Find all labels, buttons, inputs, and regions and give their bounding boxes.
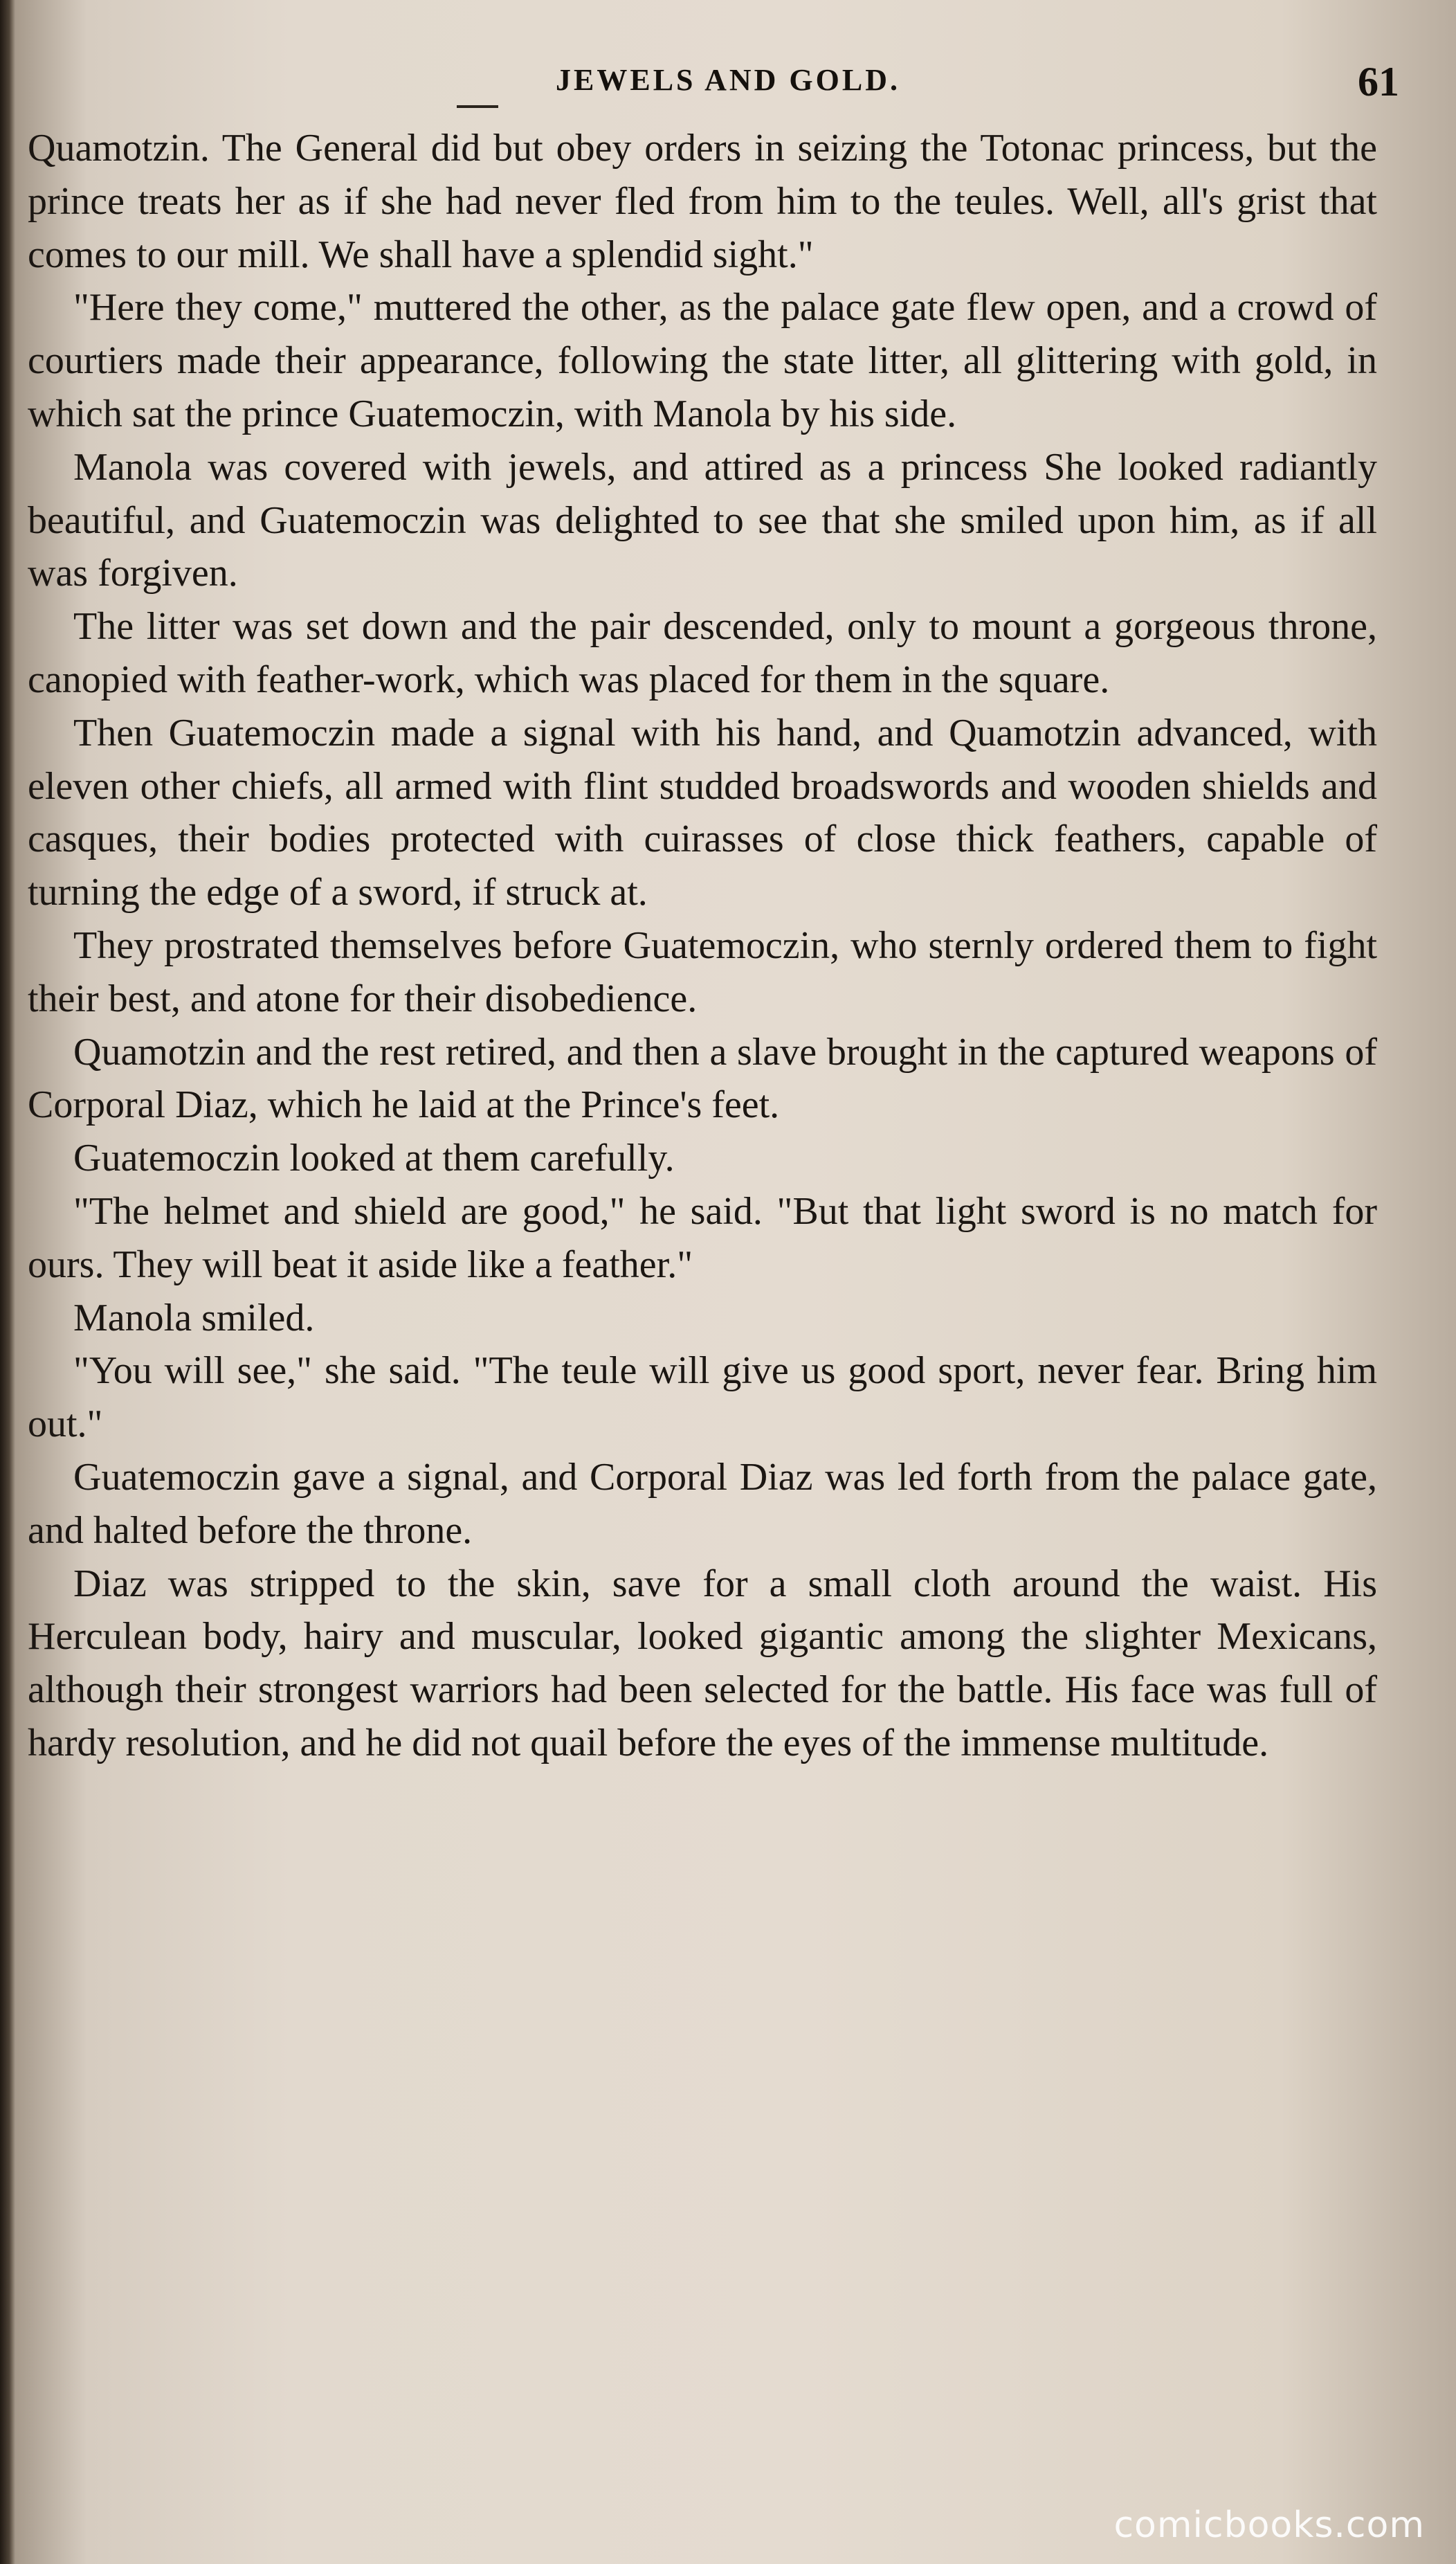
page-number: 61 bbox=[1358, 59, 1399, 105]
watermark: comicbooks.com bbox=[1113, 2504, 1425, 2546]
paragraph: The litter was set down and the pair descended, only to mount a gorgeous throne, canopied with feather-work, which was placed for them in the square. bbox=[28, 605, 1377, 701]
paragraph: Guatemoczin looked at them carefully. bbox=[73, 1137, 675, 1180]
paragraph: They prostrated themselves before Guatemoczin, who sternly ordered them to fight their best, and atone for their disobedience. bbox=[28, 923, 1377, 1020]
body-text bbox=[28, 122, 1377, 1770]
paragraph: Guatemoczin gave a signal, and Corporal Diaz was led forth from the palace gate, and halted before the throne. bbox=[28, 1455, 1377, 1552]
paragraph: Quamotzin and the rest retired, and then a slave brought in the captured weapons of Corporal Diaz, which he laid at the Prince's feet. bbox=[28, 1030, 1377, 1127]
page-header bbox=[42, 59, 1414, 111]
paragraph: "The helmet and shield are good," he said. "But that light sword is no match for ours. They will beat it aside like a feather." bbox=[28, 1189, 1377, 1286]
book-spine-shadow bbox=[0, 0, 15, 2564]
header-rule bbox=[457, 105, 498, 108]
paragraph: Manola smiled. bbox=[73, 1296, 315, 1339]
running-head: JEWELS AND GOLD. bbox=[556, 63, 900, 97]
paragraph: Quamotzin. The General did but obey orders in seizing the Totonac princess, but the prince treats her as if she had never fled from him to the teules. Well, all's grist that comes to our mill. We shall have a splendid sight." bbox=[28, 127, 1377, 276]
paragraph: Manola was covered with jewels, and attired as a princess She looked radiantly beautiful, and Guatemoczin was delighted to see that she smiled upon him, as if all was forgiven. bbox=[28, 445, 1377, 595]
paragraph: "You will see," she said. "The teule will give us good sport, never fear. Bring him out." bbox=[28, 1349, 1377, 1446]
paragraph: Then Guatemoczin made a signal with his hand, and Quamotzin advanced, with eleven other chiefs, all armed with flint studded broadswords and wooden shields and casques, their bodies protected with cuirasses of close thick feathers, capable of turning the edge of a sword, if struck at. bbox=[28, 711, 1377, 914]
paragraph: "Here they come," muttered the other, as the palace gate flew open, and a crowd of courtiers made their appearance, following the state litter, all glittering with gold, in which sat the prince Guatemoczin, with Manola by his side. bbox=[28, 286, 1377, 435]
paragraph: Diaz was stripped to the skin, save for a small cloth around the waist. His Herculean body, hairy and muscular, looked gigantic among the slighter Mexicans, although their strongest warriors had been selected for the battle. His face was full of hardy resolution, and he did not quail before the eyes of the immense multitude. bbox=[28, 1562, 1377, 1764]
